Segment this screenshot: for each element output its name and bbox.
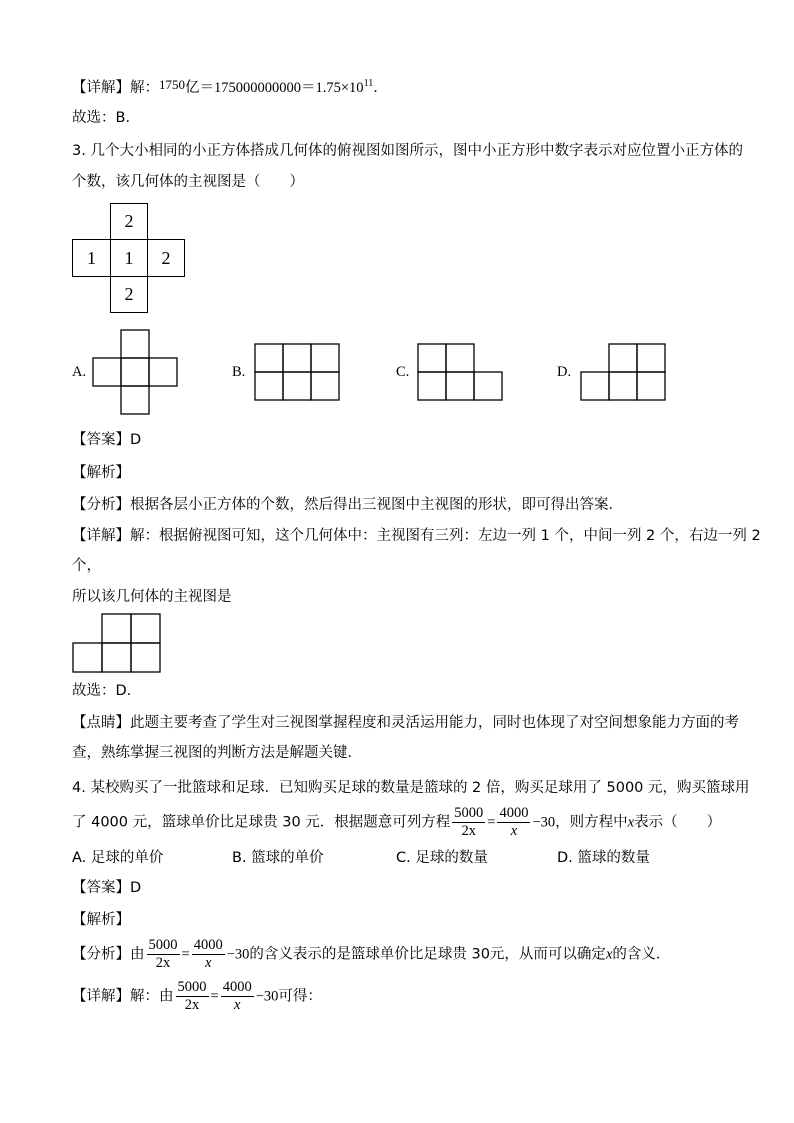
- detail-prefix: 解：: [130, 79, 159, 96]
- option-c-figure[interactable]: [417, 343, 507, 403]
- q4-stem-line2-post-b: 表示（ ）: [634, 814, 722, 831]
- q4-fraction-4000-x: [497, 805, 530, 840]
- q4-fenxi-post-b: 的含义．: [612, 946, 671, 963]
- q4-fenxi: [72, 937, 670, 972]
- q4-fenxi-post-a: 的含义表示的是篮球单价比足球贵 30元，从而可以确定: [249, 946, 606, 963]
- minus-thirty: −30: [255, 988, 279, 1005]
- detail-number: 1750: [159, 76, 185, 92]
- q4-fenxi-fraction-5000-2x: [147, 937, 180, 972]
- q3-dianjing-line1: 【点睛】此题主要考查了学生对三视图掌握程度和灵活运用能力，同时也体现了对空间想象能力方面的考: [72, 715, 739, 731]
- q4-xiangjie: [72, 979, 322, 1014]
- minus-thirty: −30: [226, 946, 250, 963]
- q3-xiangjie-line3: 所以该几何体的主视图是: [72, 589, 232, 605]
- q4-option-d[interactable]: D. 篮球的数量: [557, 850, 650, 866]
- q4-stem-line1: 4. 某校购买了一批篮球和足球．已知购买足球的数量是篮球的 2 倍，购买足球用了 5000 元，购买篮球用: [72, 780, 750, 796]
- grid-cell-right: 2: [147, 239, 185, 277]
- q3-xiangjie-line1: 【详解】解：根据俯视图可知，这个几何体中：主视图有三列：左边一列 1 个，中间一列 2 个，右边一列 2: [72, 528, 761, 544]
- q4-option-b[interactable]: B. 篮球的单价: [232, 850, 324, 866]
- q4-stem-line2-pre: 了 4000 元，篮球单价比足球贵 30 元．根据题意可列方程: [72, 814, 451, 831]
- grid-cell-top: 2: [110, 203, 148, 240]
- q3-dianjing-line2: 查，熟练掌握三视图的判断方法是解题关键．: [72, 745, 362, 761]
- fraction-denominator: 2x: [147, 954, 180, 972]
- q4-fenxi-pre: 【分析】由: [72, 946, 145, 963]
- q4-fenxi-fraction-4000-x: [192, 937, 225, 972]
- detail-expression: 亿＝175000000000＝1.75×10: [185, 79, 364, 96]
- fraction-numerator: 5000: [177, 979, 207, 995]
- minus-thirty: −30: [532, 814, 556, 831]
- q4-stem-line2-post-a: ，则方程中: [555, 814, 628, 831]
- q4-analysis-header: 【解析】: [72, 912, 130, 928]
- grid-cell-bottom: 2: [110, 276, 148, 313]
- q4-xiangjie-pre: 【详解】解：由: [72, 988, 174, 1005]
- option-d-label[interactable]: D.: [557, 364, 572, 380]
- q4-xiangjie-fraction-4000-x: [221, 979, 254, 1014]
- q4-stem-line2: [72, 805, 721, 840]
- grid-cell-left: 1: [72, 239, 111, 277]
- q4-option-a[interactable]: A. 足球的单价: [72, 850, 164, 866]
- q3-answer: 【答案】D: [72, 432, 142, 448]
- q4-option-c[interactable]: C. 足球的数量: [396, 850, 488, 866]
- option-a-figure[interactable]: [91, 329, 181, 417]
- choose-b-line: 故选：B．: [72, 110, 140, 126]
- q3-xiangjie-line2: 个，: [72, 558, 101, 574]
- grid-cell-center: 1: [110, 239, 148, 277]
- q3-front-view-figure: [71, 613, 163, 675]
- equals-sign: =: [181, 946, 190, 963]
- equals-sign: =: [487, 814, 496, 831]
- detail-line: [72, 73, 388, 99]
- fraction-numerator: 4000: [193, 937, 223, 953]
- fraction-denominator: 2x: [176, 996, 209, 1014]
- detail-tail: ．: [373, 79, 388, 96]
- option-b-label[interactable]: B.: [232, 364, 246, 380]
- q3-stem-line1: 3. 几个大小相同的小正方体搭成几何体的俯视图如图所示，图中小正方形中数字表示对应位置小正方体的: [72, 143, 743, 159]
- option-b-figure[interactable]: [254, 343, 342, 403]
- variable-x: x: [605, 946, 613, 963]
- option-c-label[interactable]: C.: [396, 364, 410, 380]
- fraction-numerator: 4000: [222, 979, 252, 995]
- option-d-figure[interactable]: [580, 343, 670, 403]
- equals-sign: =: [210, 988, 219, 1005]
- fraction-denominator: x: [192, 954, 225, 972]
- fraction-denominator: 2x: [452, 822, 485, 840]
- q3-stem-line2: 个数，该几何体的主视图是（ ）: [72, 174, 304, 190]
- q4-answer: 【答案】D: [72, 880, 142, 896]
- fraction-numerator: 5000: [148, 937, 178, 953]
- q4-xiangjie-fraction-5000-2x: [176, 979, 209, 1014]
- fraction-numerator: 5000: [454, 805, 484, 821]
- variable-x: x: [627, 814, 635, 831]
- q4-xiangjie-post: 可得：: [278, 988, 322, 1005]
- detail-tag: 【详解】: [72, 79, 130, 96]
- fraction-numerator: 4000: [499, 805, 529, 821]
- option-a-label[interactable]: A.: [72, 364, 87, 380]
- fraction-denominator: x: [497, 822, 530, 840]
- q3-fenxi: 【分析】根据各层小正方体的个数，然后得出三视图中主视图的形状，即可得出答案．: [72, 497, 623, 513]
- detail-exponent: 11: [363, 78, 374, 89]
- q3-analysis-header: 【解析】: [72, 465, 130, 481]
- q3-choose: 故选：D．: [72, 683, 142, 699]
- fraction-denominator: x: [221, 996, 254, 1014]
- q4-fraction-5000-2x: [452, 805, 485, 840]
